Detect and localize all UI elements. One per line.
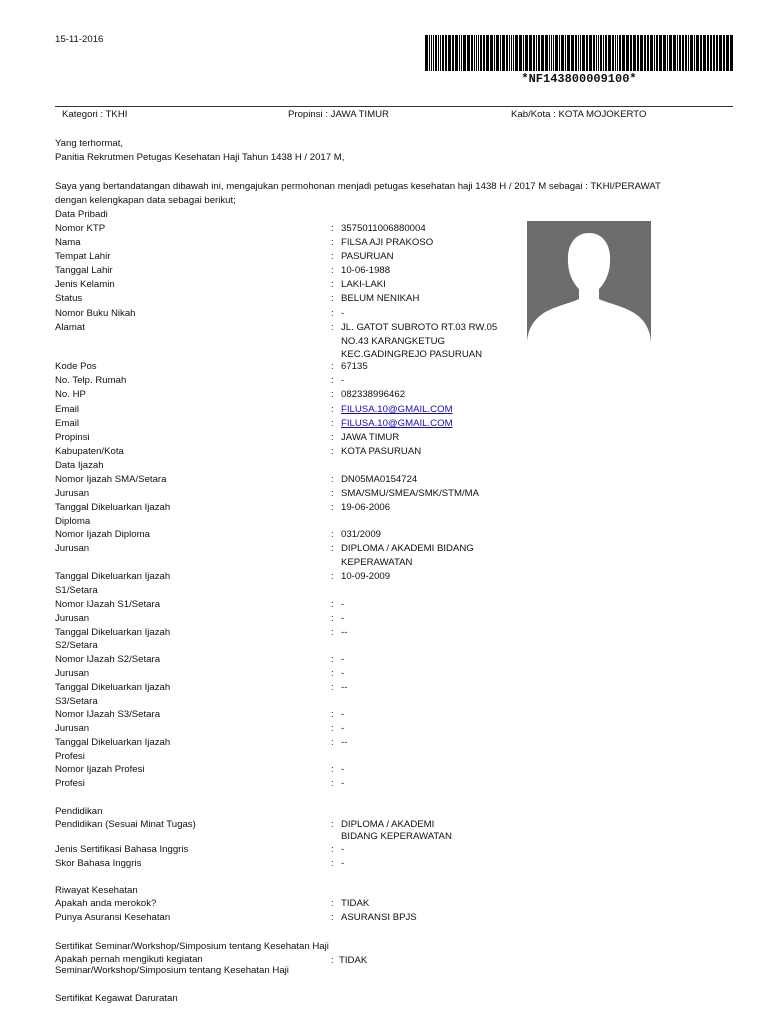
header-divider	[55, 106, 733, 107]
field-label: Tanggal Dikeluarkan Ijazah	[55, 682, 171, 693]
field-nomor-buku-nikah: Nomor Buku Nikah : -	[55, 308, 345, 319]
field-value: --	[341, 737, 348, 748]
barcode-bar	[633, 35, 636, 71]
field-value: -	[341, 709, 345, 720]
field-value: -	[341, 858, 345, 869]
field-tanggal-ijazah-s3: Tanggal Dikeluarkan Ijazah : --	[55, 737, 348, 748]
field-value: -	[341, 613, 345, 624]
field-label: Tanggal Lahir	[55, 265, 113, 276]
field-jurusan-s2: Jurusan : -	[55, 668, 345, 679]
section-s2: S2/Setara	[55, 640, 98, 651]
barcode-bar	[615, 35, 616, 71]
field-value: -	[341, 654, 345, 665]
field-label: Apakah anda merokok?	[55, 898, 157, 909]
field-label: Propinsi	[55, 432, 90, 443]
barcode-bar	[679, 35, 681, 71]
barcode-bar	[502, 35, 505, 71]
barcode-bar	[459, 35, 460, 71]
field-jurusan-diploma: Jurusan : DIPLOMA / AKADEMI BIDANG	[55, 543, 474, 554]
pendidikan-line-2: BIDANG KEPERAWATAN	[341, 831, 452, 842]
barcode-bar	[494, 35, 495, 71]
field-label: Nama	[55, 237, 81, 248]
barcode-bar	[582, 35, 585, 71]
field-label: Nomor IJazah S3/Setara	[55, 709, 161, 720]
barcode-bar	[598, 35, 599, 71]
field-ijazah-s2: Nomor IJazah S2/Setara : -	[55, 654, 345, 665]
field-ijazah-diploma: Nomor Ijazah Diploma : 031/2009	[55, 529, 382, 540]
barcode-bar	[559, 35, 560, 71]
field-merokok: Apakah anda merokok? : TIDAK	[55, 898, 370, 909]
barcode-bar	[433, 35, 434, 71]
barcode-bar	[650, 35, 653, 71]
field-value: DN05MA0154724	[341, 474, 418, 485]
barcode-bar	[438, 35, 439, 71]
section-seminar: Sertifikat Seminar/Workshop/Simposium tentang Kesehatan Haji	[55, 941, 329, 952]
field-label: Jurusan	[55, 488, 90, 499]
barcode-bar	[445, 35, 447, 71]
barcode-bar	[719, 35, 722, 71]
barcode-bar	[644, 35, 646, 71]
field-value: --	[341, 627, 348, 638]
section-s3: S3/Setara	[55, 696, 98, 707]
barcode-bar	[600, 35, 602, 71]
email-link[interactable]: FILUSA.10@GMAIL.COM	[341, 404, 453, 415]
barcode-bar	[654, 35, 655, 71]
field-value: ASURANSI BPJS	[341, 912, 417, 923]
field-value: DIPLOMA / AKADEMI BIDANG	[341, 543, 474, 554]
section-pendidikan: Pendidikan	[55, 806, 103, 817]
kategori-label: Kategori : TKHI	[62, 109, 128, 120]
field-label: Nomor Ijazah Profesi	[55, 764, 145, 775]
field-value: PASURUAN	[341, 251, 394, 262]
document-date: 15-11-2016	[55, 34, 104, 45]
field-value: 031/2009	[341, 529, 382, 540]
barcode-bar	[612, 35, 614, 71]
field-value: 10-06-1988	[341, 265, 391, 276]
field-tanggal-lahir: Tanggal Lahir : 10-06-1988	[55, 265, 391, 276]
field-label: Jurusan	[55, 613, 90, 624]
field-value: JAWA TIMUR	[341, 432, 400, 443]
field-label: Apakah pernah mengikuti kegiatan	[55, 954, 203, 965]
field-label: Nomor IJazah S1/Setara	[55, 599, 161, 610]
field-alamat: Alamat : JL. GATOT SUBROTO RT.03 RW.05	[55, 322, 498, 333]
barcode-bar	[429, 35, 430, 71]
barcode-bar	[716, 35, 718, 71]
barcode-bar	[490, 35, 493, 71]
barcode-bar	[617, 35, 618, 71]
barcode-bar	[461, 35, 462, 71]
barcode-bar	[511, 35, 512, 71]
field-label: Tanggal Dikeluarkan Ijazah	[55, 502, 171, 513]
field-value: DIPLOMA / AKADEMI	[341, 819, 435, 830]
field-nama: Nama : FILSA AJI PRAKOSO	[55, 237, 434, 248]
letter-body: Saya yang bertandatangan dibawah ini, mengajukan permohonan menjadi petugas kesehatan haji 1438 H / 2017 M sebagai : TKHI/PERAWAT	[55, 181, 661, 192]
barcode-bar	[567, 35, 570, 71]
barcode-bar	[483, 35, 485, 71]
barcode-bar	[580, 35, 581, 71]
recipient: Panitia Rekrutmen Petugas Kesehatan Haji Tahun 1438 H / 2017 M,	[55, 152, 345, 163]
field-label: Alamat	[55, 322, 85, 333]
alamat-line-2: NO.43 KARANGKETUG	[341, 336, 445, 347]
field-tanggal-ijazah-diploma: Tanggal Dikeluarkan Ijazah : 10-09-2009	[55, 571, 391, 582]
barcode-bar	[506, 35, 508, 71]
field-no-hp: No. HP : 082338996462	[55, 389, 406, 400]
barcode-bar	[630, 35, 632, 71]
barcode-bar	[696, 35, 699, 71]
field-label: Nomor Ijazah Diploma	[55, 529, 150, 540]
barcode-bar	[578, 35, 579, 71]
barcode-bar	[431, 35, 432, 71]
field-jurusan-sma: Jurusan : SMA/SMU/SMEA/SMK/STM/MA	[55, 488, 480, 499]
field-sertifikasi-bahasa-inggris: Jenis Sertifikasi Bahasa Inggris : -	[55, 844, 345, 855]
barcode-bar	[663, 35, 666, 71]
field-value: JL. GATOT SUBROTO RT.03 RW.05	[341, 322, 498, 333]
field-value: 19-06-2006	[341, 502, 391, 513]
field-label: Kabupaten/Kota	[55, 446, 124, 457]
field-label: Status	[55, 293, 83, 304]
field-label: Jurusan	[55, 668, 90, 679]
barcode-bar	[476, 35, 477, 71]
barcode-text: *NF143800009100*	[521, 72, 637, 86]
barcode-bar	[533, 35, 535, 71]
barcode-bar	[659, 35, 662, 71]
barcode-bar	[726, 35, 729, 71]
barcode-bar	[688, 35, 689, 71]
barcode-bar	[455, 35, 458, 71]
field-value: SMA/SMU/SMEA/SMK/STM/MA	[341, 488, 480, 499]
field-email-1: Email : FILUSA.10@GMAIL.COM	[55, 404, 453, 415]
barcode-bar	[545, 35, 548, 71]
barcode-bar	[523, 35, 524, 71]
barcode-bar	[442, 35, 444, 71]
field-label: Jenis Kelamin	[55, 279, 115, 290]
letter-body-cont: dengan kelengkapan data sebagai berikut;	[55, 195, 236, 206]
email-link[interactable]: FILUSA.10@GMAIL.COM	[341, 418, 453, 429]
field-value: -	[341, 308, 345, 319]
section-riwayat-kesehatan: Riwayat Kesehatan	[55, 885, 138, 896]
barcode-bar	[478, 35, 479, 71]
field-ijazah-s1: Nomor IJazah S1/Setara : -	[55, 599, 345, 610]
barcode-bar	[710, 35, 712, 71]
field-label: Nomor IJazah S2/Setara	[55, 654, 161, 665]
barcode-bar	[440, 35, 441, 71]
barcode-bar	[608, 35, 611, 71]
barcode-bar	[637, 35, 639, 71]
barcode-bar	[677, 35, 678, 71]
field-value: -	[341, 599, 345, 610]
field-value: --	[341, 682, 348, 693]
field-value: FILSA AJI PRAKOSO	[341, 237, 434, 248]
field-value: 3575011006880004	[341, 223, 426, 234]
field-tanggal-ijazah-s2: Tanggal Dikeluarkan Ijazah : --	[55, 682, 348, 693]
field-label: Tanggal Dikeluarkan Ijazah	[55, 571, 171, 582]
barcode-bar	[452, 35, 454, 71]
barcode-bar	[480, 35, 482, 71]
field-jurusan-s3: Jurusan : -	[55, 723, 345, 734]
barcode-bar	[536, 35, 537, 71]
barcode-bar	[713, 35, 715, 71]
section-data-pribadi: Data Pribadi	[55, 209, 108, 220]
jurusan-diploma-line-2: KEPERAWATAN	[341, 557, 413, 568]
barcode-bar	[589, 35, 592, 71]
barcode-bar	[571, 35, 574, 71]
barcode-bar	[619, 35, 621, 71]
field-tanggal-ijazah-s1: Tanggal Dikeluarkan Ijazah : --	[55, 627, 348, 638]
field-jenis-kelamin: Jenis Kelamin : LAKI-LAKI	[55, 279, 386, 290]
barcode-bar	[435, 35, 437, 71]
barcode-bar	[471, 35, 473, 71]
field-propinsi: Propinsi : JAWA TIMUR	[55, 432, 400, 443]
field-value: 10-09-2009	[341, 571, 391, 582]
alamat-line-3: KEC.GADINGREJO PASURUAN	[341, 349, 483, 360]
propinsi-label: Propinsi : JAWA TIMUR	[288, 109, 389, 120]
barcode-bar	[513, 35, 514, 71]
barcode-bar	[448, 35, 451, 71]
section-kegawat-daruratan: Sertifikat Kegawat Daruratan	[55, 993, 178, 1004]
barcode-bar	[565, 35, 566, 71]
barcode-bar	[525, 35, 528, 71]
barcode-bar	[555, 35, 558, 71]
barcode-bar	[622, 35, 625, 71]
field-label: Nomor Ijazah SMA/Setara	[55, 474, 167, 485]
field-value: BELUM NENIKAH	[341, 293, 420, 304]
barcode-bar	[640, 35, 643, 71]
field-value: -	[341, 778, 345, 789]
field-asuransi: Punya Asuransi Kesehatan : ASURANSI BPJS	[55, 912, 417, 923]
field-label: Jurusan	[55, 543, 90, 554]
field-value: KOTA PASURUAN	[341, 446, 422, 457]
barcode-bar	[700, 35, 702, 71]
barcode-icon	[424, 35, 734, 71]
barcode-bar	[551, 35, 552, 71]
barcode-bar	[673, 35, 676, 71]
field-label: Jurusan	[55, 723, 90, 734]
field-value: LAKI-LAKI	[341, 279, 386, 290]
barcode-bar	[682, 35, 684, 71]
field-ijazah-s3: Nomor IJazah S3/Setara : -	[55, 709, 345, 720]
barcode-bar	[647, 35, 649, 71]
field-label: Nomor KTP	[55, 223, 106, 234]
barcode-bar	[467, 35, 470, 71]
field-label: Punya Asuransi Kesehatan	[55, 912, 171, 923]
barcode-bar	[690, 35, 693, 71]
field-label: Tempat Lahir	[55, 251, 111, 262]
section-profesi: Profesi	[55, 751, 85, 762]
field-colon: :	[331, 955, 334, 966]
barcode-bar	[593, 35, 595, 71]
barcode-bar	[515, 35, 518, 71]
field-value: -	[341, 723, 345, 734]
barcode-bar	[605, 35, 607, 71]
barcode-bar	[685, 35, 687, 71]
field-profesi: Profesi : -	[55, 778, 345, 789]
barcode-bar	[500, 35, 501, 71]
barcode-bar	[549, 35, 550, 71]
field-value: -	[341, 764, 345, 775]
field-nomor-ktp: Nomor KTP : 3575011006880004	[55, 223, 426, 234]
barcode-bar	[561, 35, 564, 71]
barcode-bar	[529, 35, 532, 71]
barcode-bar	[723, 35, 725, 71]
field-ijazah-profesi: Nomor Ijazah Profesi : -	[55, 764, 345, 775]
field-ijazah-sma: Nomor Ijazah SMA/Setara : DN05MA0154724	[55, 474, 418, 485]
field-value: 082338996462	[341, 389, 406, 400]
section-s1: S1/Setara	[55, 585, 98, 596]
field-value: -	[341, 844, 345, 855]
field-value: TIDAK	[341, 898, 370, 909]
barcode-bar	[667, 35, 668, 71]
field-jurusan-s1: Jurusan : -	[55, 613, 345, 624]
barcode-bar	[509, 35, 510, 71]
field-tempat-lahir: Tempat Lahir : PASURUAN	[55, 251, 394, 262]
field-pendidikan: Pendidikan (Sesuai Minat Tugas) : DIPLOMA / AKADEMI	[55, 819, 435, 830]
barcode-bar	[703, 35, 706, 71]
barcode-bar	[603, 35, 604, 71]
barcode-bar	[519, 35, 522, 71]
field-value: -	[341, 668, 345, 679]
field-label: Profesi	[55, 778, 85, 789]
barcode-bar	[669, 35, 672, 71]
field-telp-rumah: No. Telp. Rumah : -	[55, 375, 345, 386]
barcode-bar	[425, 35, 428, 71]
barcode-bar	[474, 35, 475, 71]
barcode-bar	[730, 35, 733, 71]
barcode-bar	[553, 35, 554, 71]
field-label: Pendidikan (Sesuai Minat Tugas)	[55, 819, 196, 830]
field-label-line-2: Seminar/Workshop/Simposium tentang Kesehatan Haji	[55, 965, 289, 976]
barcode-bar	[538, 35, 540, 71]
field-status: Status : BELUM NENIKAH	[55, 293, 420, 304]
barcode-bar	[656, 35, 658, 71]
field-label: Nomor Buku Nikah	[55, 308, 136, 319]
barcode-bar	[694, 35, 695, 71]
field-kode-pos: Kode Pos : 67135	[55, 361, 368, 372]
field-kabupaten-kota: Kabupaten/Kota : KOTA PASURUAN	[55, 446, 422, 457]
section-data-ijazah: Data Ijazah	[55, 460, 104, 471]
barcode-bar	[596, 35, 597, 71]
field-label: Skor Bahasa Inggris	[55, 858, 142, 869]
field-skor-bahasa-inggris: Skor Bahasa Inggris : -	[55, 858, 345, 869]
field-label: Kode Pos	[55, 361, 97, 372]
field-email-2: Email : FILUSA.10@GMAIL.COM	[55, 418, 453, 429]
field-label: No. Telp. Rumah	[55, 375, 127, 386]
field-value: TIDAK	[339, 955, 368, 966]
barcode-bar	[541, 35, 544, 71]
field-label: Email	[55, 418, 79, 429]
field-value: 67135	[341, 361, 368, 372]
field-label: Tanggal Dikeluarkan Ijazah	[55, 737, 171, 748]
field-label: Email	[55, 404, 79, 415]
barcode-bar	[486, 35, 489, 71]
barcode-bar	[707, 35, 709, 71]
field-label: Tanggal Dikeluarkan Ijazah	[55, 627, 171, 638]
barcode-bar	[586, 35, 588, 71]
field-label: Jenis Sertifikasi Bahasa Inggris	[55, 844, 189, 855]
field-label: No. HP	[55, 389, 86, 400]
kabkota-label: Kab/Kota : KOTA MOJOKERTO	[511, 109, 647, 120]
section-diploma: Diploma	[55, 516, 91, 527]
barcode-bar	[575, 35, 577, 71]
barcode-bar	[496, 35, 499, 71]
field-value: -	[341, 375, 345, 386]
greeting: Yang terhormat,	[55, 138, 124, 149]
field-tanggal-ijazah-sma: Tanggal Dikeluarkan Ijazah : 19-06-2006	[55, 502, 391, 513]
barcode-bar	[463, 35, 466, 71]
barcode-bar	[626, 35, 629, 71]
